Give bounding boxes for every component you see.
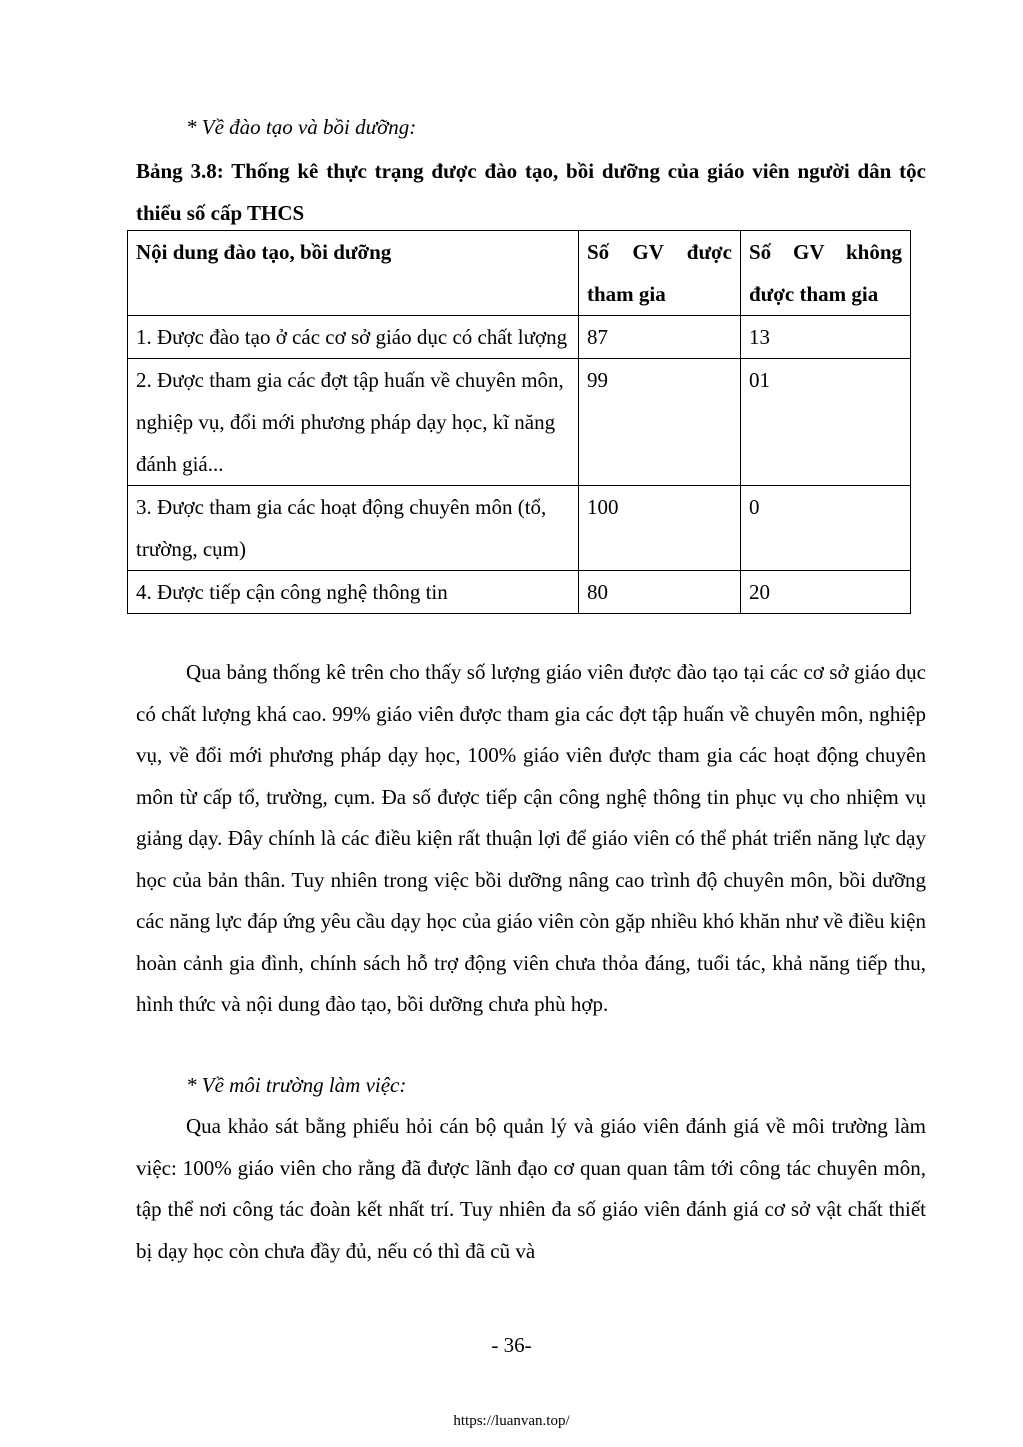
row-1-content: 1. Được đào tạo ở các cơ sở giáo dục có chất lượng	[128, 316, 579, 359]
row-2-participated: 99	[579, 359, 741, 486]
row-2-not-participated: 01	[741, 359, 911, 486]
row-4-content: 4. Được tiếp cận công nghệ thông tin	[128, 571, 579, 614]
header-not-participated-line-2: được tham gia	[749, 282, 879, 306]
table-header-row	[128, 231, 911, 316]
row-3-content: 3. Được tham gia các hoạt động chuyên môn (tổ, trường, cụm)	[128, 486, 579, 571]
row-4-not-participated: 20	[741, 571, 911, 614]
row-3-not-participated: 0	[741, 486, 911, 571]
page-number: - 36-	[491, 1333, 532, 1357]
section-heading-training: * Về đào tạo và bồi dưỡng:	[186, 115, 417, 139]
header-participated	[579, 231, 741, 316]
row-1-participated: 87	[579, 316, 741, 359]
section-heading-work-environment: * Về môi trường làm việc:	[186, 1073, 407, 1097]
row-4-participated: 80	[579, 571, 741, 614]
row-1-not-participated: 13	[741, 316, 911, 359]
body-paragraph-2-text: Qua khảo sát bằng phiếu hỏi cán bộ quản lý và giáo viên đánh giá về môi trường làm việc: 100% giáo viên cho rằng đã được lãnh đạo cơ quan quan tâm tới công tác chuyên môn, tập thể nơi công tác đoàn kết nhất trí. Tuy nhiên đa số giáo viên đánh giá cơ sở vật chất thiết bị dạy học còn chưa đầy đủ, nếu có thì đã cũ và	[136, 1114, 926, 1263]
body-paragraph-1-text: Qua bảng thống kê trên cho thấy số lượng giáo viên được đào tạo tại các cơ sở giáo dục có chất lượng khá cao. 99% giáo viên được tham gia các đợt tập huấn về chuyên môn, nghiệp vụ, về đổi mới phương pháp dạy học, 100% giáo viên được tham gia các hoạt động chuyên môn từ cấp tổ, trường, cụm. Đa số được tiếp cận công nghệ thông tin phục vụ cho nhiệm vụ giảng dạy. Đây chính là các điều kiện rất thuận lợi để giáo viên có thể phát triển năng lực dạy học của bản thân. Tuy nhiên trong việc bồi dưỡng nâng cao trình độ chuyên môn, bồi dưỡng các năng lực đáp ứng yêu cầu dạy học của giáo viên còn gặp nhiều khó khăn như về điều kiện hoàn cảnh gia đình, chính sách hỗ trợ động viên chưa thỏa đáng, tuổi tác, khả năng tiếp thu, hình thức và nội dung đào tạo, bồi dưỡng chưa phù hợp.	[136, 660, 926, 1016]
header-participated-line-2: tham gia	[587, 282, 666, 306]
header-participated-line-1: Số GV được	[587, 240, 732, 264]
table-row	[128, 486, 911, 571]
table-row	[128, 316, 911, 359]
table-row	[128, 359, 911, 486]
header-not-participated	[741, 231, 911, 316]
training-statistics-table	[127, 230, 911, 614]
table-caption: Bảng 3.8: Thống kê thực trạng được đào tạo, bồi dưỡng của giáo viên người dân tộc thiểu số cấp THCS	[136, 159, 926, 225]
header-content: Nội dung đào tạo, bồi dưỡng	[128, 231, 579, 316]
header-not-participated-line-1: Số GV không	[749, 240, 902, 264]
table-row	[128, 571, 911, 614]
body-paragraph-2	[136, 1106, 926, 1272]
body-paragraph-1	[136, 652, 926, 1026]
row-3-participated: 100	[579, 486, 741, 571]
footer-url: https://luanvan.top/	[453, 1413, 570, 1429]
row-2-content: 2. Được tham gia các đợt tập huấn về chuyên môn, nghiệp vụ, đổi mới phương pháp dạy học, kĩ năng đánh giá...	[128, 359, 579, 486]
